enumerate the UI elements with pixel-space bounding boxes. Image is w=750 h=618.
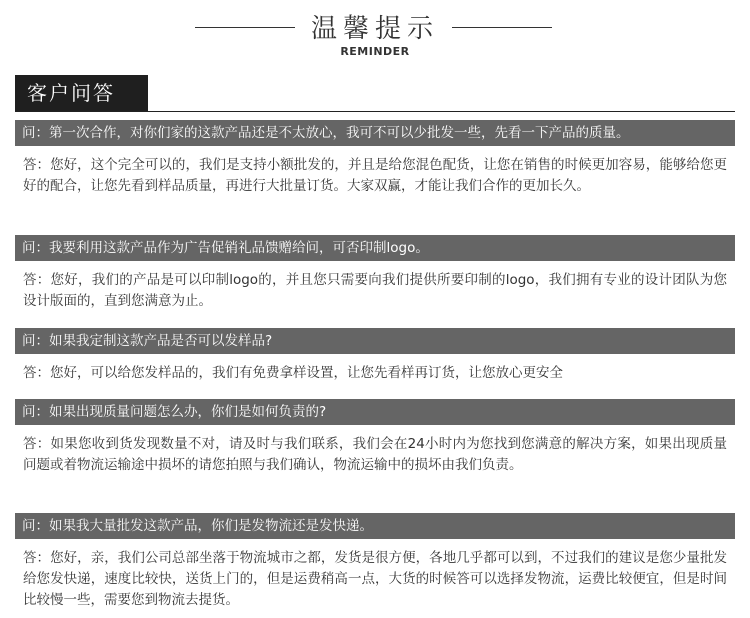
- answer-3: 答：您好，可以给您发样品的，我们有免费拿样设置，让您先看样再订货，让您放心更安全: [23, 365, 563, 381]
- question-4: 问：如果出现质量问题怎么办，你们是如何负责的?: [15, 399, 735, 425]
- page-title: 温馨提示: [310, 14, 439, 44]
- page-subtitle: REMINDER: [340, 45, 410, 58]
- section-divider: [15, 111, 735, 112]
- answer-1: 答：您好，这个完全可以的，我们是支持小额批发的，并且是给您混色配货，让您在销售的时候更加容易，能够给您更好的配合，让您先看到样品质量，再进行大批量订货。大家双赢，才能让我们合作的更加长久。: [23, 157, 727, 194]
- qa-list: [15, 120, 735, 618]
- reminder-header: [0, 0, 750, 70]
- answer-4: 答：如果您收到货发现数量不对，请及时与我们联系，我们会在24小时内为您找到您满意的解决方案，如果出现质量问题或着物流运输途中损坏的请您拍照与我们确认，物流运输中的损坏由我们负责。: [23, 436, 727, 473]
- question-2: 问：我要利用这款产品作为广告促销礼品馈赠给问，可否印制logo。: [15, 235, 735, 261]
- question-5: 问：如果我大量批发这款产品，你们是发物流还是发快递。: [15, 513, 735, 539]
- header-divider-right: [452, 27, 552, 28]
- answer-5: 答：您好，亲，我们公司总部坐落于物流城市之都，发货是很方便，各地几乎都可以到，不过我们的建议是您少量批发给您发快递，速度比较快，送货上门的，但是运费稍高一点，大货的时候答可以选择发物流，运费比较便宜，但是时间比较慢一些，需要您到物流去提货。: [23, 550, 727, 608]
- answer-2: 答：您好，我们的产品是可以印制logo的，并且您只需要向我们提供所要印制的logo，我们拥有专业的设计团队为您设计版面的，直到您满意为止。: [23, 272, 727, 309]
- question-1: 问：第一次合作，对你们家的这款产品还是不太放心，我可不可以少批发一些，先看一下产品的质量。: [15, 120, 735, 146]
- question-3: 问：如果我定制这款产品是否可以发样品?: [15, 328, 735, 354]
- section-title-badge: 客户问答: [15, 75, 148, 111]
